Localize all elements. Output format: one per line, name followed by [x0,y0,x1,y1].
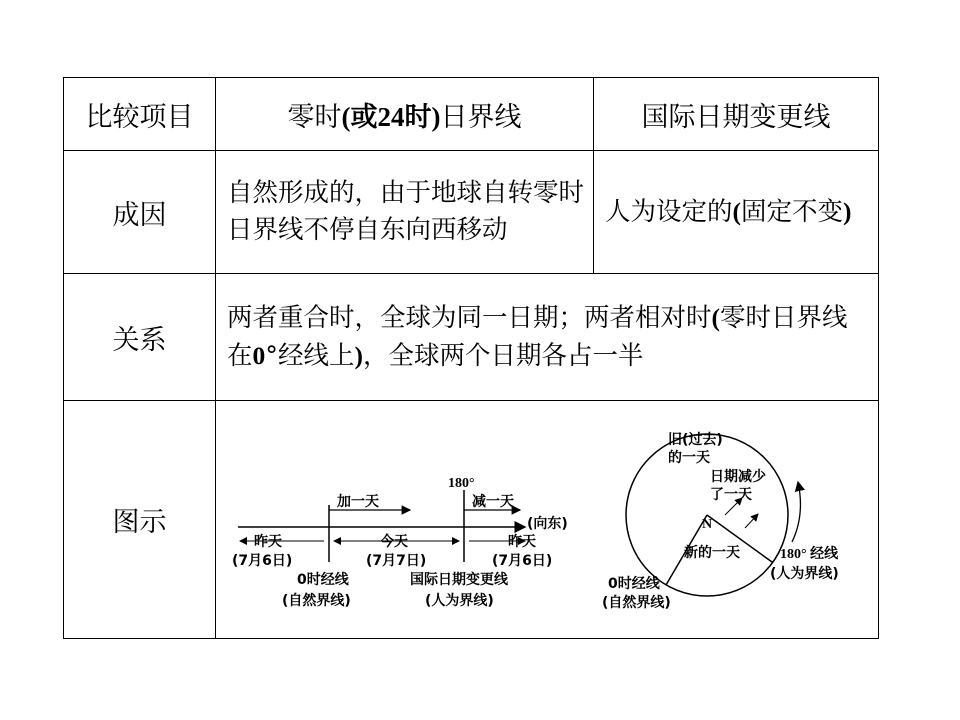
old-day-label-1: 旧(过去) [668,432,723,448]
cause-date-line-close: ) [843,196,852,226]
today-label: 今天 [380,534,408,550]
relation-text-a: 两者重合时，全球为同一日期；两者相对时 [227,302,712,333]
date-right-label: (7月6日) [492,553,553,569]
header-zero-line [216,78,594,151]
cause-date-line-text [594,151,879,274]
mark-180-label: 180° [448,476,475,491]
sub-day-label: 减一天 [472,494,514,510]
shrink-label-2: 了一天 [710,487,752,503]
relation-paren-close: ) [354,340,364,370]
cause-zero-line-text: 自然形成的，由于地球自转零时日界线不停自东向西移动 [216,151,594,274]
old-day-label-2: 的一天 [668,450,710,466]
cause-date-line-b: 固定不变 [741,196,844,227]
rotation-arrow [792,482,800,542]
artificial-line-label: (人为界线) [425,593,494,609]
header-zero-line-a: 零时 [287,101,342,133]
circle-diagram [600,420,876,620]
relation-paren-open: ( [711,302,721,332]
header-zero-line-b: (或 [341,101,378,132]
cause-label: 成因 [64,151,216,274]
yesterday-right-label: 昨天 [508,534,536,550]
inner-arrow-2 [745,514,758,528]
artificial-line-label-c: (人为界线) [770,566,839,582]
header-zero-line-c: 时) [404,101,441,132]
new-day-label: 新的一天 [684,545,740,561]
shrink-label-1: 日期减少 [710,469,766,485]
yesterday-left-label: 昨天 [254,534,282,550]
header-date-line: 国际日期变更线 [594,78,879,151]
date-left-label: (7月6日) [232,553,293,569]
diagram-label: 图示 [64,401,216,639]
relation-text-b: 零时日界线在 [227,302,848,371]
lon-180-label: 180° 经线 [780,547,839,562]
cause-date-line-paren: ( [732,196,742,226]
header-zero-line-num: 24 [377,101,405,132]
relation-label: 关系 [64,274,216,401]
north-label: N [702,517,713,532]
natural-line-label-c: (自然界线) [602,595,671,611]
header-compare-item: 比较项目 [64,78,216,151]
linear-diagram [220,470,610,620]
cause-row [64,151,879,274]
zero-meridian-label-c: 0时经线 [608,576,660,592]
date-mid-label: (7月7日) [366,553,427,569]
zero-meridian-label: 0时经线 [297,572,349,588]
relation-text [216,274,879,401]
relation-zero: 0 [252,340,266,370]
relation-text-c: °经线上 [265,340,355,371]
idl-label: 国际日期变更线 [410,572,508,588]
cause-date-line-a: 人为设定的 [605,196,733,227]
header-row [64,78,879,151]
natural-line-label: (自然界线) [282,593,351,609]
relation-text-d: ，全球两个日期各占一半 [363,340,644,371]
relation-row [64,274,879,401]
header-zero-line-d: 日界线 [440,101,522,133]
add-day-label: 加一天 [337,494,379,510]
east-label: (向东) [527,516,568,532]
